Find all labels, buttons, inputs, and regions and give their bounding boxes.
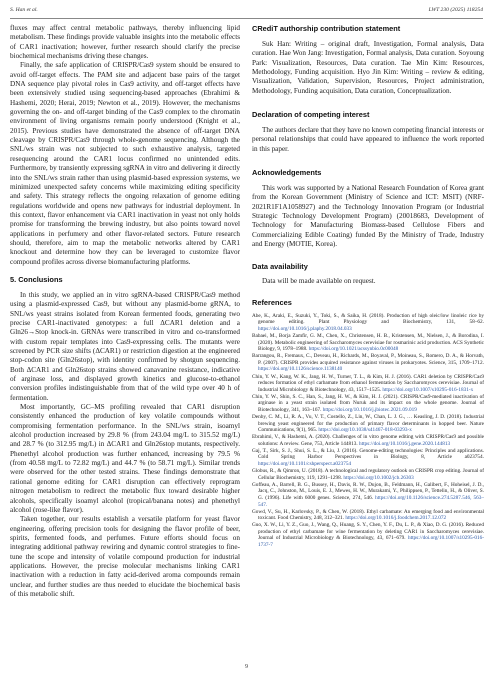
credit-statement: Suk Han: Writing – original draft, Investigation, Formal analysis, Data curation. Hae Won Jang: Investigation, Formal analysis, Data curation. Soyoung Park: Visualization, Resources, Data curation. Tae Min Kim: Resources, Methodology, Funding acquisition. Hyo Jin Kim: Writing – review & editing, Visualization, Validation, Supervision, Resources, Project administration, Methodology, Funding acquisition, Data curation, Conceptualization. [252, 40, 484, 95]
reference-item [252, 434, 484, 447]
reference-text: Chin, Y. W., Kang, W. K., Jang, H. W., Turner, T. L., & Kim, H. J. (2016). CAR1 deletion by CRISPR/Cas9 reduces formation of ethyl carbamate from ethanol fermentation by Saccharomyces cerevisiae. Journal of Industrial Microbiology & Biotechnology, 43, 1517–1525. [252, 373, 484, 393]
reference-doi-link[interactable]: https://doi.org/10.1016/j.foodchem.2017.12.072 [345, 515, 447, 522]
reference-doi-link[interactable]: https://doi.org/10.1126/science.1138140 [258, 366, 343, 373]
reference-text: Abe, K., Araki, E., Suzuki, Y., Toki, S., & Saika, H. (2018). Production of high oleic/low linoleic rice by genome editing. Plant Physiology and Biochemistry, 131, 58–62. [252, 312, 484, 326]
reference-item [252, 414, 484, 434]
reference-text: Gaj, T., Sirk, S. J., Shui, S. L., & Liu, J. (2016). Genome-editing technologies: Principles and applications. Cold Spring Harbor Perspectives in Biology, 8, Article a023754. [252, 447, 484, 461]
reference-item [252, 374, 484, 394]
reference-item [252, 509, 484, 522]
reference-item [252, 313, 484, 333]
competing-interest-heading: Declaration of competing interest [252, 110, 370, 120]
reference-item [252, 522, 484, 548]
conclusions-paragraph: Taken together, our results establish a versatile platform for yeast flavor engineering, offering precision tools for designing the flavor profile of beer, spirits, fermented foods, and perfumes. Future efforts should focus on integrating additional pathway rewiring and dynamic control strategies to fine-tune the scope and intensity of volatile compound production for industrial applications. However, the precise molecular mechanisms linking CAR1 inactivation with a reduction in fatty acid-derived aroma compounds remain unclear, and further studies are thus needed to elucidate the biochemical basis of this metabolic shift. [10, 515, 240, 598]
reference-doi-link[interactable]: https://doi.org/10.1021/acssynbio.0c00048 [308, 346, 399, 353]
conclusions-paragraph: Most importantly, GC–MS profiling revealed that CAR1 disruption consistently enhanced the production of key volatile compounds without compromising fermentation performance. In the SNL/ws strain, isoamyl alcohol production increased by 29.8 % (from 243.04 mg/L to 315.52 mg/L) and 28.7 % (to 312.95 mg/L) in ΔCAR1 and Gln26stop mutants, respectively. Phenethyl alcohol production was further enhanced, increasing by 79.5 % (from 40.58 mg/L to 72.82 mg/L) and 44.7 % (to 58.71 mg/L). Similar trends were observed for the other tested strains. These findings demonstrate that rational genome editing for CAR1 disruption can effectively reprogram nitrogen metabolism to redirect the metabolic flux toward desirable higher alcohols, specifically isoamyl alcohol (tropical/banana notes) and phenethyl alcohol (rose-like flavor). [10, 403, 240, 514]
left-column [10, 24, 240, 664]
discussion-paragraph: Finally, the safe application of CRISPR/Cas9 system should be ensured to avoid off-target effects. The PAM site and adjacent base pairs of the target DNA sequence play pivotal roles in Cas9 activity, and off-target effects have been extensively studied using sequencing-based approaches (Ebrahimi & Hashemi, 2020; Herai, 2019; Newton et al., 2019). However, the mechanisms governing the on- and off-target binding of the Cas9 complex to the chromatin environment of living organisms remain poorly understood (Knight et al., 2015). Previous studies have demonstrated the absence of off-target DNA cleavage by CRISPR/Cas9 through whole-genome sequencing. Although the SNL/ws strain was not subjected to such exhaustive analysis, targeted resequencing around the CAR1 locus confirmed no unintended edits. Furthermore, by transiently expressing sgRNA in vitro and delivering it directly into the SNL/ws strain rather than using plasmid-based expression systems, we minimized unexpected safety concerns while maximizing editing specificity and safety. This strategy reflects the ongoing relaxation of genome editing regulations worldwide and opens new pathways for industrial deployment. In this context, flavor enhancement via CAR1 inactivation in yeast not only holds promise for transforming the brewing industry, but also points toward novel applications in perfumery and other flavor-related sectors. Future research should, therefore, aim to map the metabolic networks altered by CAR1 knockout and determine how they can be leveraged to customize flavor compound profiles across diverse biomanufacturing platforms. [10, 61, 240, 266]
discussion-paragraph: fluxes may affect central metabolic pathways, thereby influencing lipid metabolism. These findings provide valuable insights into the metabolic effects of CAR1 inactivation; however, further research should clarify the precise biochemical mechanisms driving these changes. [10, 24, 240, 61]
reference-text: Barrangou, R., Fremaux, C., Deveau, H., Richards, M., Boyaval, P., Moineau, S., Romero, D. A., & Horvath, P. (2007). CRISPR provides acquired resistance against viruses in prokaryotes. Science, 315, 1709–1712. [252, 353, 484, 366]
reference-item [252, 353, 484, 373]
running-head-journal: LWT 230 (2025) 118254 [428, 7, 483, 13]
credit-heading: CRediT authorship contribution statement [252, 24, 401, 33]
conclusions-heading: 5. Conclusions [10, 274, 63, 284]
reference-item [252, 394, 484, 414]
reference-item [252, 482, 484, 508]
reference-text: Ebrahimi, V., & Hashemi, A. (2020). Challenges of in vitro genome editing with CRISPR/Cas9 and possible solutions: A review. Gene, 753, Article 144813. [252, 434, 484, 447]
acknowledgements-heading: Acknowledgements [252, 168, 322, 178]
reference-list [252, 313, 484, 549]
reference-item [252, 333, 484, 353]
conclusions-paragraph: In this study, we applied an in vitro sgRNA-based CRISPR/Cas9 method using a plasmid-expressed Cas9, but without any plasmid-borne gRNA, to SNL/ws yeast strains isolated from Korean fermented foods, generating two precise CAR1-inactivated genotypes: a full ΔCAR1 deletion and a Gln26→Stop knock-in. GRNAs were transcribed in vitro and co-transformed with custom repair templates into Cas9-expressing cells. The mutants were screened by PCR size shifts (ΔCAR1) or restriction digestion at the engineered stop-codon site (Gln26stop), with identity confirmed by shotgun sequencing. Both ΔCAR1 and Gln26stop strains showed canavanine resistance, indicative of arginase loss, and displayed growth kinetics and glucose-to-ethanol conversion profiles indistinguishable from that of the wild type over 40 h of fermentation. [10, 290, 240, 402]
reference-doi-link[interactable]: https://doi.org/10.1002/jcb.26303 [343, 474, 414, 481]
reference-text: Gowd, V., Su, H., Karlovsky, P., & Chen, W. (2018). Ethyl carbamate: An emerging food and environmental toxicant. Food Chemistry, 248, 312–321. [252, 508, 484, 522]
reference-text: Denby, C. M., Li, R. A., Vu, V. T., Costello, Z., Lin, W., Chan, L. J. G., … Keasling, J. D. (2018). Industrial brewing yeast engineered for the production of primary flavor determinants in hopped beer. Nature Communications, 9(1), 965. [252, 414, 484, 434]
reference-text: Globus, R., & Qimron, U. (2018). A technological and regulatory outlook on CRISPR crop editing. Journal of Cellular Biochemistry, 119, 1291–1298. [252, 468, 484, 481]
right-column [252, 24, 484, 664]
reference-doi-link[interactable]: https://doi.org/10.1101/cshperspect.a023754 [258, 461, 352, 468]
reference-item [252, 468, 484, 481]
data-availability-heading: Data availability [252, 261, 308, 271]
running-head-authors: S. Han et al. [10, 7, 38, 13]
reference-doi-link[interactable]: https://doi.org/10.1016/j.jbiotec.2021.09.019 [322, 406, 417, 413]
reference-item [252, 448, 484, 468]
page-number: 9 [245, 664, 248, 670]
reference-text: Goffeau, A., Barrell, B. G., Bussey, H., Davis, R. W., Dujon, B., Feldmann, H., Galibert, F., Hoheisel, J. D., Jacq, C., Johnston, M., Louis, E. J., Mewes, H. W., Murakami, Y., Philippsen, P., Tettelin, H., & Oliver, S. G. (1996). Life with 6000 genes. Science, 274, 546. [252, 481, 484, 501]
competing-interest-text: The authors declare that they have no known competing financial interests or personal relationships that could have appeared to influence the work reported in this paper. [252, 126, 484, 153]
reference-doi-link[interactable]: https://doi.org/10.1038/s41467-018-03293-x [318, 427, 412, 434]
reference-text: Babaei, M., Borja Zamfir, G. M., Chen, X., Christensen, H. B., Kristensen, M., Nielsen, J., & Borodina, I. (2020). Metabolic engineering of Saccharomyces cerevisiae for rosmarinic acid production. ACS Synthetic Biology, 9, 1978–1988. [252, 333, 484, 353]
reference-text: Guo, X. W., Li, Y. Z., Guo, J., Wang, Q., Huang, S. Y., Chen, Y. F., Du, L. P., & Xiao, D. G. (2016). Reduced production of ethyl carbamate for wine fermentation by deleting CAR1 in Saccharomyces cerevisiae. Journal of Industrial Microbiology & Biotechnology, 43, 671–679. [252, 522, 484, 542]
running-head [10, 7, 483, 17]
reference-text: Chin, Y. W., Shin, S. C., Han, S., Jang, H. W., & Kim, H. J. (2021). CRISPR/Cas9-mediated inactivation of arginase in a yeast strain isolated from Nuruk and its impact on the whole genome. Journal of Biotechnology, 341, 163–167. [252, 393, 484, 413]
data-availability-text: Data will be made available on request. [262, 276, 376, 285]
reference-doi-link[interactable]: https://doi.org/10.1126/science.274.5287.546, 563–547. [258, 494, 484, 508]
acknowledgements-text: This work was supported by a National Research Foundation of Korea grant from the Korean Government (Ministry of Science and ICT: MSIT) (NRF-2021R1F1A1058927) and the Technology Innovation Program (or Industrial Strategic Technology Development Program) (20018683, Development of Technology for Manufacturing Biomass-based Cellulose Fibers and Commercializing Edible Coating) funded By the Ministry of Trade, Industry and Energy (MOTIE, Korea). [252, 184, 484, 249]
reference-doi-link[interactable]: https://doi.org/10.1016/j.gene.2020.144813 [359, 440, 451, 447]
reference-doi-link[interactable]: https://doi.org/10.1007/s10295-016-1737-7 [258, 535, 484, 548]
references-heading: References [252, 297, 292, 307]
header-rule [10, 18, 483, 19]
reference-doi-link[interactable]: https://doi.org/10.1007/s10295-016-1831-x [382, 386, 474, 393]
reference-doi-link[interactable]: https://doi.org/10.1016/j.plaphy.2018.04.033 [258, 325, 352, 332]
